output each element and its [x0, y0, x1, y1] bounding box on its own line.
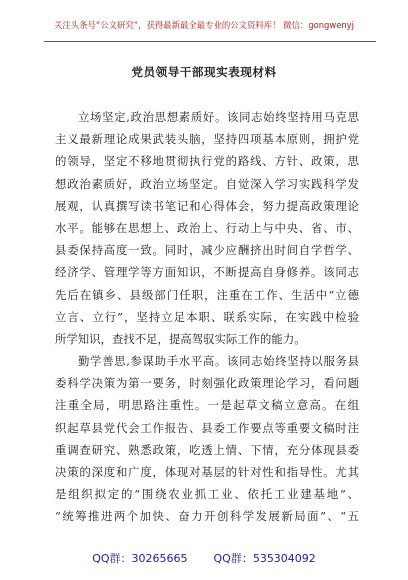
paragraph-2: [55, 350, 359, 528]
text-line: 县委保持高度一致。同时，减少应酬挤出时间自学哲学、: [55, 243, 359, 258]
text-line: 主义最新理论成果武装头脑，坚持四项基本原则，拥护党: [55, 132, 359, 147]
text-line: 先后在镇乡、县级部门任职，注重在工作、生活中“立德: [55, 287, 359, 302]
text-line: 委科学决策为第一要务，时刻强化政策理论学习，看问题: [55, 376, 359, 391]
text-line: 重调查研究、熟悉政策，吃透上情、下情，充分体现县委: [55, 442, 359, 457]
text-line: “统筹推进两个加快、奋力开创科学发展新局面”、“五: [55, 509, 359, 524]
text-line: 勤学善思,参谋助手水平高。该同志始终坚持以服务县: [78, 354, 359, 369]
qq-group-1: QQ群：30265665: [92, 552, 188, 565]
text-line: 想政治素质好，政治立场坚定。自觉深入学习实践科学发: [55, 176, 359, 191]
document-title: 党员领导干部现实表现材料: [131, 65, 277, 79]
paragraph-1: [55, 106, 359, 350]
qq-group-2: QQ群：535304092: [213, 552, 316, 565]
text-line: 决策的深度和广度，体现对基层的针对性和指导性。尤其: [55, 465, 359, 479]
text-line: 水平。能够在思想上、政治上、行动上与中央、省、市、: [55, 220, 359, 235]
header-notice: 关注头条号“公文研究”，获得最新最全最专业的公文资料库！ 微信：gongwenyj: [54, 20, 354, 30]
text-line: 所学知识，查找不足，提高驾驭实际工作的能力。: [55, 331, 306, 346]
document-body: [55, 106, 359, 528]
text-line: 是组织拟定的“围绕农业抓工业、依托工业建基地”、: [55, 487, 359, 502]
text-line: 展观，认真撰写读书笔记和心得体会，努力提高政策理论: [55, 198, 359, 213]
text-line: 立场坚定,政治思想素质好。该同志始终坚持用马克思: [78, 110, 359, 124]
text-line: 立言、立行”，坚持立足本职、联系实际，在实践中检验: [55, 309, 359, 324]
text-line: 的领导，坚定不移地贯彻执行党的路线、方针、政策，思: [55, 154, 359, 169]
text-line: 注重全局，明思路注重性。一是起草文稿立意高。在组: [55, 398, 359, 413]
footer-contacts: [0, 552, 408, 566]
text-line: 织起草县党代会工作报告、县委工作要点等重要文稿时注: [55, 420, 359, 435]
text-line: 经济学、管理学等方面知识，不断提高自身修养。该同志: [55, 265, 359, 280]
header-divider: [44, 41, 376, 42]
